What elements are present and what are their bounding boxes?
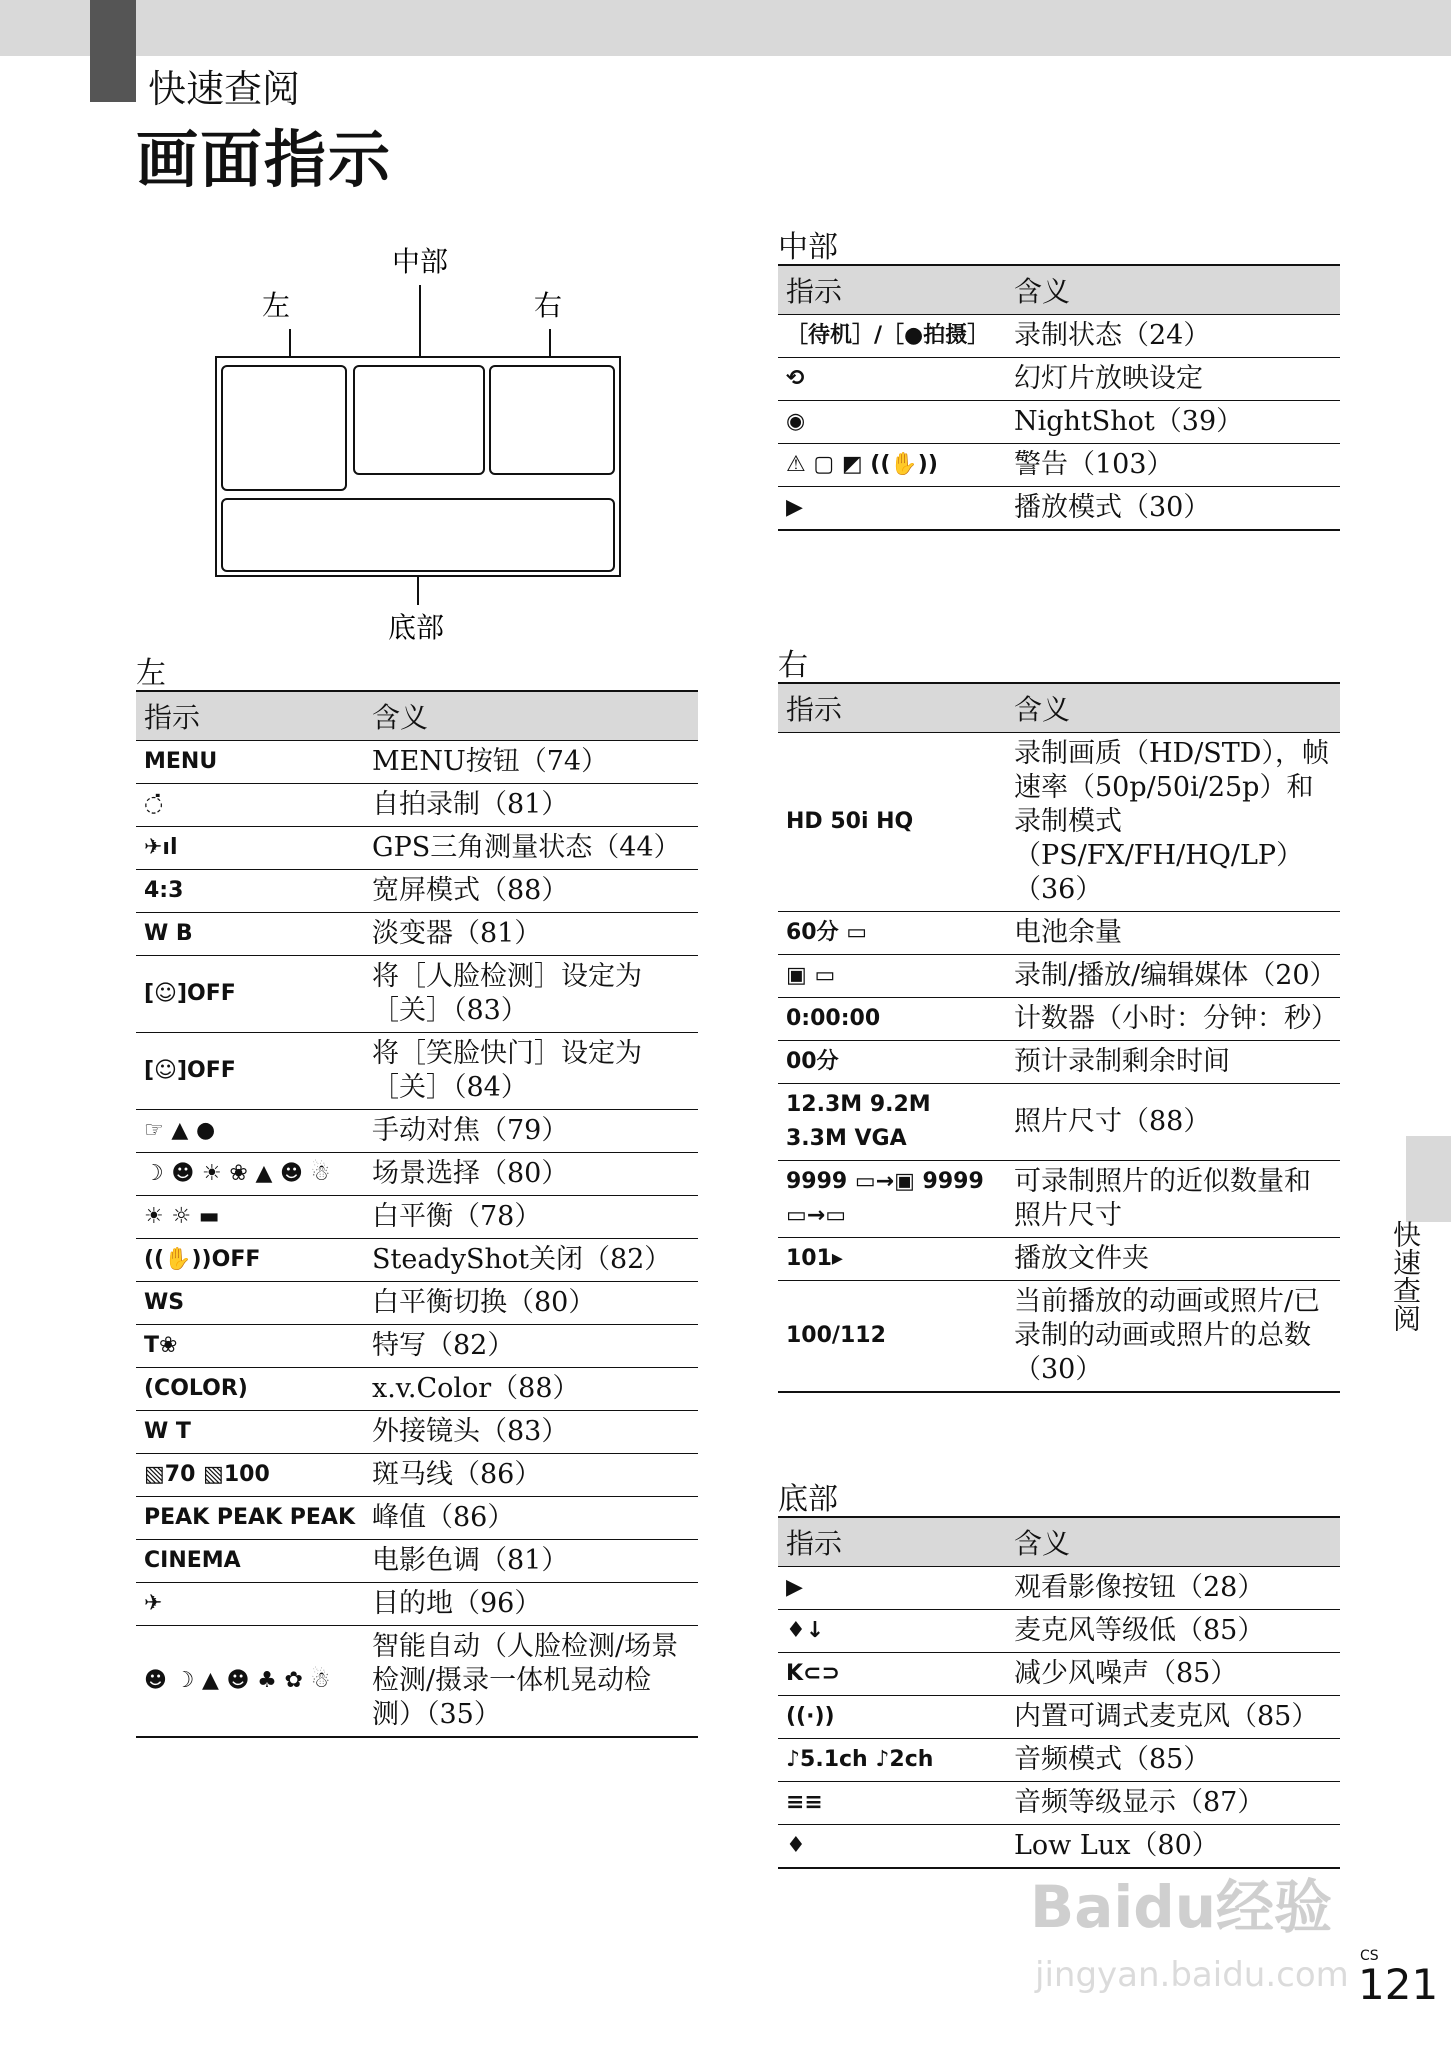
intelligent-auto-icon: ☻ ☽ ▲ ☻ ♣ ✿ ☃ xyxy=(136,1626,364,1738)
page-lang: CS xyxy=(1360,1948,1379,1964)
table-row xyxy=(136,1497,698,1540)
diagram-label-right: 右 xyxy=(533,289,563,322)
table-row xyxy=(136,956,698,1033)
mic-level-low-icon: ♦↓ xyxy=(778,1610,1006,1653)
meaning-cell: 照片尺寸（88） xyxy=(1006,1084,1340,1161)
gps-icon: ✈ıl xyxy=(136,827,364,870)
table-row xyxy=(136,1626,698,1738)
meaning-cell: MENU按钮（74） xyxy=(364,741,698,784)
meaning-cell: 可录制照片的近似数量和照片尺寸 xyxy=(1006,1161,1340,1238)
meaning-cell: 电池余量 xyxy=(1006,912,1340,955)
table-row xyxy=(778,1653,1340,1696)
meaning-cell: 录制画质（HD/STD），帧速率（50p/50i/25p）和录制模式（PS/FX/FH/HQ/LP）（36） xyxy=(1006,733,1340,912)
table-row xyxy=(778,487,1340,531)
col-header-meaning: 含义 xyxy=(1006,265,1340,315)
meaning-cell: 录制状态（24） xyxy=(1006,315,1340,358)
recording-quality-icon: HD 50i HQ xyxy=(778,733,1006,912)
page-number: 121 xyxy=(1358,1960,1439,2009)
recording-status-icon: ［待机］/［●拍摄］ xyxy=(778,315,1006,358)
table-row xyxy=(778,998,1340,1041)
middle-section-title: 中部 xyxy=(778,230,838,265)
table-row xyxy=(778,1041,1340,1084)
low-lux-icon: ♦ xyxy=(778,1825,1006,1869)
left-indicator-table xyxy=(136,690,698,1738)
meaning-cell: 警告（103） xyxy=(1006,444,1340,487)
meaning-cell: 音频模式（85） xyxy=(1006,1739,1340,1782)
cinema-icon: CINEMA xyxy=(136,1540,364,1583)
meaning-cell: 特写（82） xyxy=(364,1325,698,1368)
col-header-indicator: 指示 xyxy=(136,691,364,741)
section-marker xyxy=(90,0,136,102)
xvcolor-icon: (COLOR) xyxy=(136,1368,364,1411)
playback-folder-icon: 101▸ xyxy=(778,1238,1006,1281)
zoom-mic-icon: ((·)) xyxy=(778,1696,1006,1739)
meaning-cell: 宽屏模式（88） xyxy=(364,870,698,913)
audio-mode-icon: ♪5.1ch ♪2ch xyxy=(778,1739,1006,1782)
table-row xyxy=(778,315,1340,358)
warning-icon: ⚠ ▢ ◩ ((✋)) xyxy=(778,444,1006,487)
table-row xyxy=(136,1368,698,1411)
meaning-cell: Low Lux（80） xyxy=(1006,1825,1340,1869)
meaning-cell: 预计录制剩余时间 xyxy=(1006,1041,1340,1084)
top-bar xyxy=(0,0,1451,56)
table-row xyxy=(778,1238,1340,1281)
view-images-button-icon: ▶ xyxy=(778,1567,1006,1610)
white-balance-icon: ☀ ☼ ▬ xyxy=(136,1196,364,1239)
table-row xyxy=(778,358,1340,401)
table-row xyxy=(136,1583,698,1626)
table-row xyxy=(778,955,1340,998)
meaning-cell: 观看影像按钮（28） xyxy=(1006,1567,1340,1610)
meaning-cell: 音频等级显示（87） xyxy=(1006,1782,1340,1825)
table-row xyxy=(778,1161,1340,1238)
meaning-cell: 录制/播放/编辑媒体（20） xyxy=(1006,955,1340,998)
table-row xyxy=(778,444,1340,487)
meaning-cell: x.v.Color（88） xyxy=(364,1368,698,1411)
meaning-cell: 内置可调式麦克风（85） xyxy=(1006,1696,1340,1739)
meaning-cell: 当前播放的动画或照片/已录制的动画或照片的总数（30） xyxy=(1006,1281,1340,1393)
right-indicator-table xyxy=(778,682,1340,1393)
conversion-lens-icon: W T xyxy=(136,1411,364,1454)
meaning-cell: GPS三角测量状态（44） xyxy=(364,827,698,870)
aspect-4-3-icon: 4:3 xyxy=(136,870,364,913)
side-tab-label: 快速查阅 xyxy=(1389,1220,1422,1332)
steadyshot-off-icon: ((✋))OFF xyxy=(136,1239,364,1282)
table-row xyxy=(778,401,1340,444)
table-row xyxy=(778,1696,1340,1739)
col-header-meaning: 含义 xyxy=(364,691,698,741)
table-row xyxy=(778,1084,1340,1161)
smile-shutter-off-icon: [☺]OFF xyxy=(136,1033,364,1110)
watermark-brand: Baidu经验 xyxy=(1030,1873,1333,1941)
table-row xyxy=(136,784,698,827)
table-row xyxy=(136,827,698,870)
table-row xyxy=(136,1325,698,1368)
diagram-label-bottom: 底部 xyxy=(387,611,445,644)
meaning-cell: 减少风噪声（85） xyxy=(1006,1653,1340,1696)
battery-icon: 60分 ▭ xyxy=(778,912,1006,955)
fader-icon: W B xyxy=(136,913,364,956)
meaning-cell: 白平衡切换（80） xyxy=(364,1282,698,1325)
self-timer-icon: ◌̇ xyxy=(136,784,364,827)
table-row xyxy=(778,1782,1340,1825)
table-row xyxy=(778,1739,1340,1782)
table-row xyxy=(136,870,698,913)
table-row xyxy=(778,1281,1340,1393)
right-section-title: 右 xyxy=(778,648,808,683)
col-header-indicator: 指示 xyxy=(778,683,1006,733)
meaning-cell: 播放文件夹 xyxy=(1006,1238,1340,1281)
table-row xyxy=(778,733,1340,912)
meaning-cell: NightShot（39） xyxy=(1006,401,1340,444)
meaning-cell: 计数器（小时：分钟：秒） xyxy=(1006,998,1340,1041)
col-header-indicator: 指示 xyxy=(778,1517,1006,1567)
meaning-cell: 电影色调（81） xyxy=(364,1540,698,1583)
menu-icon: MENU xyxy=(136,741,364,784)
meaning-cell: 场景选择（80） xyxy=(364,1153,698,1196)
meaning-cell: 白平衡（78） xyxy=(364,1196,698,1239)
destination-icon: ✈ xyxy=(136,1583,364,1626)
meaning-cell: SteadyShot关闭（82） xyxy=(364,1239,698,1282)
meaning-cell: 外接镜头（83） xyxy=(364,1411,698,1454)
media-icon: ▣ ▭ xyxy=(778,955,1006,998)
table-row xyxy=(136,1110,698,1153)
meaning-cell: 目的地（96） xyxy=(364,1583,698,1626)
table-row xyxy=(136,1239,698,1282)
col-header-meaning: 含义 xyxy=(1006,683,1340,733)
table-row xyxy=(136,1282,698,1325)
table-row xyxy=(136,1196,698,1239)
white-balance-shift-icon: WS xyxy=(136,1282,364,1325)
closeup-icon: T❀ xyxy=(136,1325,364,1368)
table-row xyxy=(778,1567,1340,1610)
remaining-time-icon: 00分 xyxy=(778,1041,1006,1084)
table-row xyxy=(136,913,698,956)
playback-mode-icon: ▶ xyxy=(778,487,1006,531)
zebra-icon: ▧70 ▧100 xyxy=(136,1454,364,1497)
section-label: 快速查阅 xyxy=(148,67,301,111)
meaning-cell: 播放模式（30） xyxy=(1006,487,1340,531)
col-header-meaning: 含义 xyxy=(1006,1517,1340,1567)
table-row xyxy=(136,1153,698,1196)
diagram-label-left: 左 xyxy=(261,289,291,322)
scene-selection-icon: ☽ ☻ ☀ ❀ ▲ ☻ ☃ xyxy=(136,1153,364,1196)
table-row xyxy=(136,1454,698,1497)
nightshot-icon: ◉ xyxy=(778,401,1006,444)
meaning-cell: 自拍录制（81） xyxy=(364,784,698,827)
side-tab xyxy=(1406,1136,1451,1222)
watermark-url: jingyan.baidu.com xyxy=(1035,1955,1349,1995)
manual-focus-icon: ☞ ▲ ● xyxy=(136,1110,364,1153)
playback-count-icon: 100/112 xyxy=(778,1281,1006,1393)
page-title: 画面指示 xyxy=(136,123,393,196)
counter-icon: 0:00:00 xyxy=(778,998,1006,1041)
table-row xyxy=(136,1411,698,1454)
meaning-cell: 峰值（86） xyxy=(364,1497,698,1540)
col-header-indicator: 指示 xyxy=(778,265,1006,315)
meaning-cell: 幻灯片放映设定 xyxy=(1006,358,1340,401)
meaning-cell: 手动对焦（79） xyxy=(364,1110,698,1153)
meaning-cell: 斑马线（86） xyxy=(364,1454,698,1497)
left-section-title: 左 xyxy=(136,656,166,691)
face-detection-off-icon: [☺]OFF xyxy=(136,956,364,1033)
meaning-cell: 将［人脸检测］设定为［关］（83） xyxy=(364,956,698,1033)
meaning-cell: 智能自动（人脸检测/场景检测/摄录一体机晃动检测）（35） xyxy=(364,1626,698,1738)
image-size-icon: 12.3M 9.2M 3.3M VGA xyxy=(778,1084,1006,1161)
audio-level-icon: ≡≡ xyxy=(778,1782,1006,1825)
bottom-indicator-table xyxy=(778,1516,1340,1869)
table-row xyxy=(136,1033,698,1110)
diagram-label-top: 中部 xyxy=(391,245,449,278)
meaning-cell: 麦克风等级低（85） xyxy=(1006,1610,1340,1653)
slideshow-icon: ⟲ xyxy=(778,358,1006,401)
peaking-icon: PEAK PEAK PEAK xyxy=(136,1497,364,1540)
table-row xyxy=(778,912,1340,955)
photo-count-icon: 9999 ▭→▣ 9999 ▭→▭ xyxy=(778,1161,1006,1238)
meaning-cell: 将［笑脸快门］设定为［关］（84） xyxy=(364,1033,698,1110)
screen-diagram xyxy=(150,245,670,645)
middle-indicator-table xyxy=(778,264,1340,531)
meaning-cell: 淡变器（81） xyxy=(364,913,698,956)
bottom-section-title: 底部 xyxy=(778,1482,838,1517)
table-row xyxy=(136,741,698,784)
table-row xyxy=(136,1540,698,1583)
table-row xyxy=(778,1610,1340,1653)
wind-noise-icon: K⊂⊃ xyxy=(778,1653,1006,1696)
